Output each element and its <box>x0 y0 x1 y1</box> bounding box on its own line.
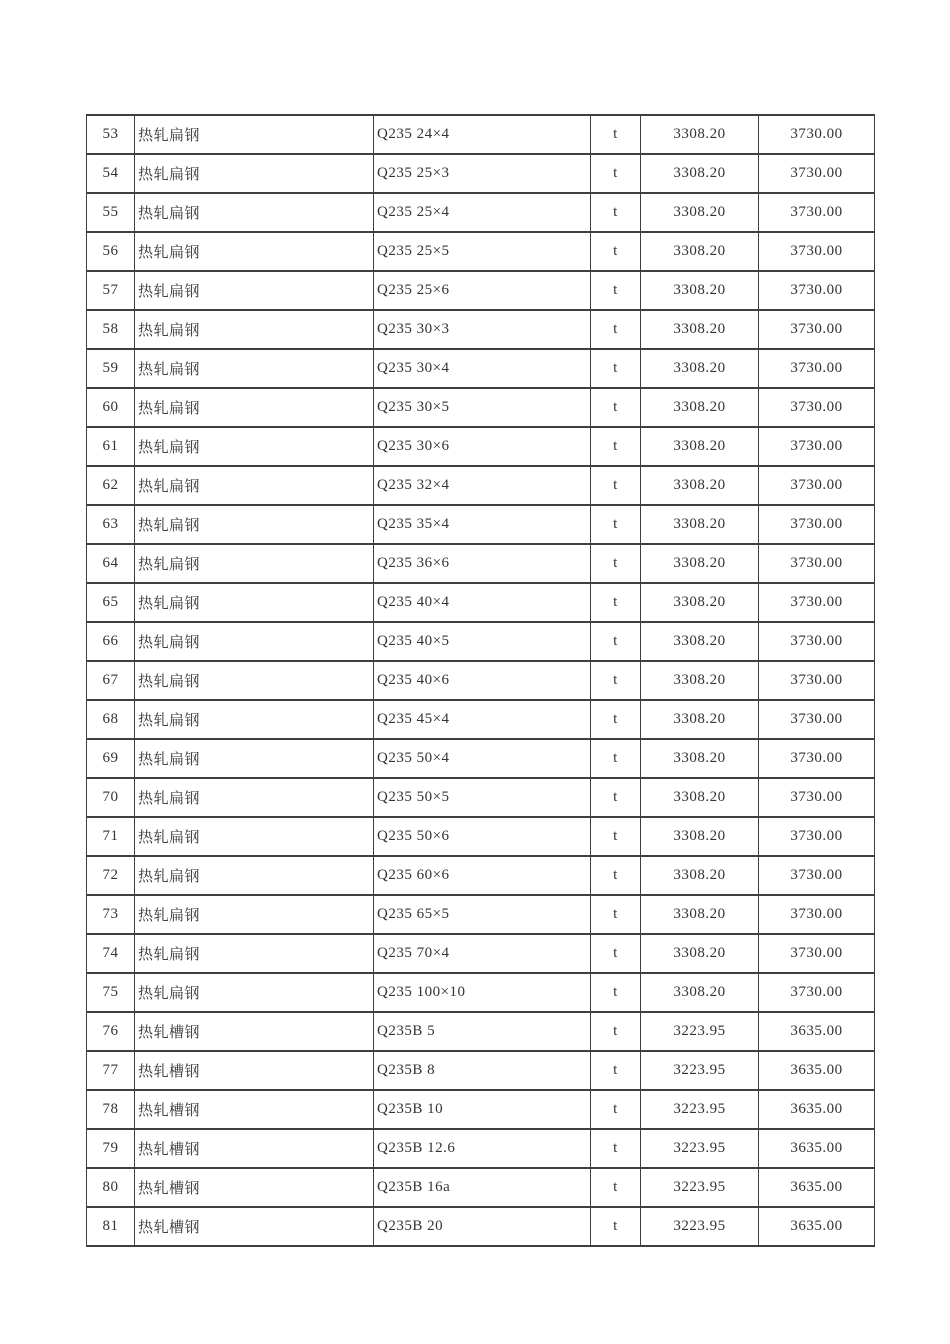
cell-index: 59 <box>87 349 135 388</box>
cell-unit: t <box>591 1090 641 1129</box>
cell-price-excluding-tax: 3223.95 <box>641 1090 759 1129</box>
cell-specification: Q235B 12.6 <box>374 1129 591 1168</box>
cell-unit: t <box>591 895 641 934</box>
cell-index: 73 <box>87 895 135 934</box>
table-row <box>87 115 875 154</box>
cell-price-including-tax: 3730.00 <box>759 388 875 427</box>
cell-index: 70 <box>87 778 135 817</box>
cell-index: 65 <box>87 583 135 622</box>
cell-price-including-tax: 3730.00 <box>759 778 875 817</box>
cell-material-name: 热轧扁钢 <box>135 934 374 973</box>
cell-index: 66 <box>87 622 135 661</box>
cell-price-including-tax: 3730.00 <box>759 622 875 661</box>
cell-specification: Q235 35×4 <box>374 505 591 544</box>
table-row <box>87 1090 875 1129</box>
table-row <box>87 388 875 427</box>
cell-index: 81 <box>87 1207 135 1246</box>
cell-material-name: 热轧槽钢 <box>135 1129 374 1168</box>
cell-material-name: 热轧扁钢 <box>135 817 374 856</box>
cell-unit: t <box>591 310 641 349</box>
cell-specification: Q235 30×3 <box>374 310 591 349</box>
cell-material-name: 热轧扁钢 <box>135 505 374 544</box>
cell-material-name: 热轧扁钢 <box>135 115 374 154</box>
cell-unit: t <box>591 1012 641 1051</box>
cell-material-name: 热轧扁钢 <box>135 739 374 778</box>
cell-specification: Q235 65×5 <box>374 895 591 934</box>
cell-specification: Q235 100×10 <box>374 973 591 1012</box>
cell-price-including-tax: 3730.00 <box>759 427 875 466</box>
cell-unit: t <box>591 544 641 583</box>
cell-price-excluding-tax: 3308.20 <box>641 193 759 232</box>
cell-index: 64 <box>87 544 135 583</box>
cell-unit: t <box>591 1051 641 1090</box>
table-row <box>87 700 875 739</box>
table-row <box>87 1207 875 1246</box>
cell-specification: Q235 40×5 <box>374 622 591 661</box>
price-table-container <box>86 114 875 1247</box>
cell-material-name: 热轧扁钢 <box>135 388 374 427</box>
cell-price-excluding-tax: 3308.20 <box>641 115 759 154</box>
table-row <box>87 856 875 895</box>
cell-price-excluding-tax: 3308.20 <box>641 544 759 583</box>
cell-specification: Q235 25×3 <box>374 154 591 193</box>
cell-index: 68 <box>87 700 135 739</box>
cell-price-including-tax: 3730.00 <box>759 895 875 934</box>
table-row <box>87 271 875 310</box>
table-row <box>87 505 875 544</box>
table-row <box>87 466 875 505</box>
cell-unit: t <box>591 505 641 544</box>
cell-price-excluding-tax: 3308.20 <box>641 232 759 271</box>
cell-price-including-tax: 3730.00 <box>759 349 875 388</box>
cell-unit: t <box>591 349 641 388</box>
cell-price-including-tax: 3635.00 <box>759 1051 875 1090</box>
cell-unit: t <box>591 1129 641 1168</box>
cell-price-excluding-tax: 3223.95 <box>641 1051 759 1090</box>
table-row <box>87 544 875 583</box>
cell-price-excluding-tax: 3308.20 <box>641 895 759 934</box>
cell-specification: Q235 30×4 <box>374 349 591 388</box>
cell-unit: t <box>591 154 641 193</box>
cell-material-name: 热轧槽钢 <box>135 1090 374 1129</box>
cell-price-excluding-tax: 3308.20 <box>641 778 759 817</box>
cell-material-name: 热轧扁钢 <box>135 778 374 817</box>
cell-material-name: 热轧槽钢 <box>135 1012 374 1051</box>
cell-price-excluding-tax: 3223.95 <box>641 1012 759 1051</box>
table-row <box>87 778 875 817</box>
cell-index: 63 <box>87 505 135 544</box>
cell-price-excluding-tax: 3308.20 <box>641 427 759 466</box>
table-row <box>87 973 875 1012</box>
cell-material-name: 热轧扁钢 <box>135 544 374 583</box>
cell-specification: Q235 25×4 <box>374 193 591 232</box>
cell-material-name: 热轧槽钢 <box>135 1168 374 1207</box>
cell-material-name: 热轧槽钢 <box>135 1207 374 1246</box>
cell-unit: t <box>591 934 641 973</box>
cell-specification: Q235B 20 <box>374 1207 591 1246</box>
table-row <box>87 661 875 700</box>
table-row <box>87 310 875 349</box>
cell-unit: t <box>591 973 641 1012</box>
cell-price-excluding-tax: 3308.20 <box>641 856 759 895</box>
cell-price-including-tax: 3635.00 <box>759 1012 875 1051</box>
cell-price-including-tax: 3730.00 <box>759 193 875 232</box>
cell-unit: t <box>591 271 641 310</box>
cell-unit: t <box>591 739 641 778</box>
cell-price-excluding-tax: 3308.20 <box>641 661 759 700</box>
cell-specification: Q235 40×4 <box>374 583 591 622</box>
cell-specification: Q235 60×6 <box>374 856 591 895</box>
cell-specification: Q235B 8 <box>374 1051 591 1090</box>
table-row <box>87 1129 875 1168</box>
cell-index: 79 <box>87 1129 135 1168</box>
cell-index: 77 <box>87 1051 135 1090</box>
cell-specification: Q235B 5 <box>374 1012 591 1051</box>
cell-price-including-tax: 3730.00 <box>759 310 875 349</box>
cell-index: 61 <box>87 427 135 466</box>
cell-price-excluding-tax: 3308.20 <box>641 622 759 661</box>
cell-specification: Q235 50×5 <box>374 778 591 817</box>
table-row <box>87 1012 875 1051</box>
cell-price-including-tax: 3635.00 <box>759 1168 875 1207</box>
cell-unit: t <box>591 622 641 661</box>
cell-material-name: 热轧扁钢 <box>135 349 374 388</box>
table-row <box>87 232 875 271</box>
cell-price-including-tax: 3730.00 <box>759 934 875 973</box>
cell-price-excluding-tax: 3308.20 <box>641 271 759 310</box>
cell-specification: Q235 40×6 <box>374 661 591 700</box>
cell-specification: Q235B 10 <box>374 1090 591 1129</box>
cell-material-name: 热轧扁钢 <box>135 973 374 1012</box>
cell-index: 80 <box>87 1168 135 1207</box>
cell-price-including-tax: 3635.00 <box>759 1207 875 1246</box>
cell-unit: t <box>591 193 641 232</box>
cell-price-including-tax: 3730.00 <box>759 232 875 271</box>
table-row <box>87 583 875 622</box>
table-row <box>87 1051 875 1090</box>
cell-material-name: 热轧扁钢 <box>135 895 374 934</box>
cell-specification: Q235 32×4 <box>374 466 591 505</box>
cell-index: 56 <box>87 232 135 271</box>
cell-price-excluding-tax: 3308.20 <box>641 817 759 856</box>
cell-price-including-tax: 3730.00 <box>759 739 875 778</box>
cell-material-name: 热轧扁钢 <box>135 310 374 349</box>
cell-material-name: 热轧扁钢 <box>135 622 374 661</box>
table-row <box>87 622 875 661</box>
cell-price-including-tax: 3635.00 <box>759 1129 875 1168</box>
price-table-body <box>87 115 875 1246</box>
table-row <box>87 427 875 466</box>
cell-index: 72 <box>87 856 135 895</box>
cell-specification: Q235 70×4 <box>374 934 591 973</box>
cell-index: 67 <box>87 661 135 700</box>
cell-price-including-tax: 3635.00 <box>759 1090 875 1129</box>
cell-price-including-tax: 3730.00 <box>759 544 875 583</box>
cell-material-name: 热轧扁钢 <box>135 856 374 895</box>
cell-specification: Q235B 16a <box>374 1168 591 1207</box>
cell-price-excluding-tax: 3308.20 <box>641 349 759 388</box>
cell-price-including-tax: 3730.00 <box>759 466 875 505</box>
cell-price-excluding-tax: 3308.20 <box>641 466 759 505</box>
cell-specification: Q235 45×4 <box>374 700 591 739</box>
cell-material-name: 热轧扁钢 <box>135 700 374 739</box>
cell-unit: t <box>591 700 641 739</box>
cell-material-name: 热轧槽钢 <box>135 1051 374 1090</box>
cell-price-excluding-tax: 3223.95 <box>641 1168 759 1207</box>
cell-price-including-tax: 3730.00 <box>759 583 875 622</box>
cell-price-excluding-tax: 3308.20 <box>641 583 759 622</box>
cell-price-excluding-tax: 3223.95 <box>641 1129 759 1168</box>
table-row <box>87 349 875 388</box>
cell-price-including-tax: 3730.00 <box>759 700 875 739</box>
cell-price-excluding-tax: 3223.95 <box>641 1207 759 1246</box>
cell-price-including-tax: 3730.00 <box>759 505 875 544</box>
cell-price-excluding-tax: 3308.20 <box>641 154 759 193</box>
cell-index: 62 <box>87 466 135 505</box>
cell-unit: t <box>591 1207 641 1246</box>
cell-index: 53 <box>87 115 135 154</box>
cell-price-including-tax: 3730.00 <box>759 856 875 895</box>
cell-price-excluding-tax: 3308.20 <box>641 934 759 973</box>
cell-unit: t <box>591 427 641 466</box>
cell-unit: t <box>591 661 641 700</box>
cell-index: 75 <box>87 973 135 1012</box>
cell-price-excluding-tax: 3308.20 <box>641 973 759 1012</box>
cell-specification: Q235 36×6 <box>374 544 591 583</box>
cell-specification: Q235 50×4 <box>374 739 591 778</box>
cell-unit: t <box>591 1168 641 1207</box>
material-price-table <box>86 114 875 1247</box>
cell-specification: Q235 25×5 <box>374 232 591 271</box>
table-row <box>87 895 875 934</box>
cell-unit: t <box>591 856 641 895</box>
cell-index: 69 <box>87 739 135 778</box>
cell-specification: Q235 30×5 <box>374 388 591 427</box>
table-row <box>87 1168 875 1207</box>
cell-specification: Q235 25×6 <box>374 271 591 310</box>
cell-index: 54 <box>87 154 135 193</box>
cell-material-name: 热轧扁钢 <box>135 271 374 310</box>
cell-index: 71 <box>87 817 135 856</box>
cell-index: 58 <box>87 310 135 349</box>
cell-specification: Q235 50×6 <box>374 817 591 856</box>
table-row <box>87 154 875 193</box>
cell-index: 55 <box>87 193 135 232</box>
cell-index: 74 <box>87 934 135 973</box>
cell-price-excluding-tax: 3308.20 <box>641 310 759 349</box>
cell-price-including-tax: 3730.00 <box>759 154 875 193</box>
cell-material-name: 热轧扁钢 <box>135 427 374 466</box>
cell-price-including-tax: 3730.00 <box>759 661 875 700</box>
cell-price-excluding-tax: 3308.20 <box>641 700 759 739</box>
cell-material-name: 热轧扁钢 <box>135 466 374 505</box>
cell-index: 76 <box>87 1012 135 1051</box>
cell-index: 78 <box>87 1090 135 1129</box>
cell-unit: t <box>591 778 641 817</box>
cell-unit: t <box>591 388 641 427</box>
cell-price-including-tax: 3730.00 <box>759 115 875 154</box>
cell-unit: t <box>591 583 641 622</box>
cell-price-excluding-tax: 3308.20 <box>641 505 759 544</box>
cell-price-including-tax: 3730.00 <box>759 817 875 856</box>
cell-unit: t <box>591 466 641 505</box>
cell-price-including-tax: 3730.00 <box>759 271 875 310</box>
cell-unit: t <box>591 232 641 271</box>
cell-material-name: 热轧扁钢 <box>135 193 374 232</box>
table-row <box>87 817 875 856</box>
cell-material-name: 热轧扁钢 <box>135 583 374 622</box>
cell-index: 60 <box>87 388 135 427</box>
cell-material-name: 热轧扁钢 <box>135 232 374 271</box>
cell-specification: Q235 24×4 <box>374 115 591 154</box>
cell-price-excluding-tax: 3308.20 <box>641 388 759 427</box>
cell-index: 57 <box>87 271 135 310</box>
cell-material-name: 热轧扁钢 <box>135 661 374 700</box>
table-row <box>87 739 875 778</box>
cell-price-excluding-tax: 3308.20 <box>641 739 759 778</box>
cell-price-including-tax: 3730.00 <box>759 973 875 1012</box>
cell-unit: t <box>591 817 641 856</box>
table-row <box>87 193 875 232</box>
cell-unit: t <box>591 115 641 154</box>
cell-material-name: 热轧扁钢 <box>135 154 374 193</box>
cell-specification: Q235 30×6 <box>374 427 591 466</box>
table-row <box>87 934 875 973</box>
